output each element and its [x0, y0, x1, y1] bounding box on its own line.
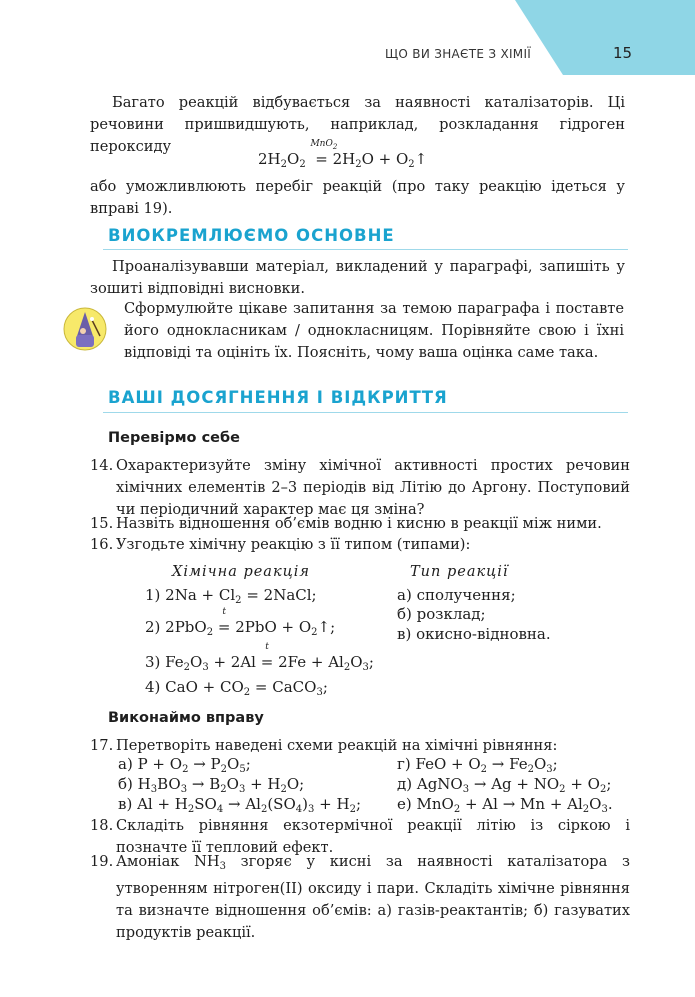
page-corner-accent: [515, 0, 695, 75]
reaction-2: 2) 2PbO$_2$ t = $2PbO + O_2↑$;: [145, 607, 336, 638]
reaction-1: 1) $2Na + Cl_2$ = 2NaCl;: [145, 586, 317, 606]
task-paragraph: Сформулюйте цікаве запитання за темою параграфа і поставте його однокласникам / однокласницям. Порівняйте свою і їхні відповіді та оцініть їх. Поясніть, чому ваша оцінка саме така.: [124, 300, 624, 361]
question-19: 19. Амоніак $NH_3$ згоряє у кисні за наявності каталізатора з утворенням нітроген(II) оксиду і пари. Складіть хімічне рівняння та визначте відношення об’ємів: а) газів-реактантів; б) газуватих продуктів реакції.: [90, 853, 630, 941]
question-15: 15. Назвіть відношення об’ємів водню і кисню в реакції між ними.: [90, 515, 602, 532]
conclusions-text: Проаналізувавши матеріал, викладений у параграфі, запишіть у зошиті відповідні висновки.: [90, 258, 625, 297]
intro-paragraph: Багато реакцій відбувається за наявності каталізаторів. Ці речовини пришвидшують, наприклад, розкладання гідроген пероксиду: [90, 94, 625, 155]
wizard-icon: [62, 306, 108, 352]
section-heading-main: ВИОКРЕМЛЮЄМО ОСНОВНЕ: [108, 226, 395, 245]
scheme-d: д) AgNO$_3$ → $Ag + NO_2 + O_2$;: [397, 775, 612, 795]
reaction-type-b: б) розклад;: [397, 605, 486, 623]
subheading-check: Перевірмо себе: [108, 430, 240, 446]
question-18: 18. Складіть рівняння екзотермічної реакції літію із сіркою і позначте її тепловий ефект.: [90, 817, 630, 856]
section-heading-achievements: ВАШІ ДОСЯГНЕННЯ І ВІДКРИТТЯ: [108, 388, 448, 407]
column-heading-reaction: Хімічна реакція: [172, 564, 310, 580]
scheme-a: а) $P + O_2 \to P_2O_5$;: [118, 755, 251, 775]
question-16: 16. Узгодьте хімічну реакцію з її типом (типами):: [90, 536, 471, 553]
subheading-exercise: Виконаймо вправу: [108, 710, 264, 726]
reaction-type-a: а) сполучення;: [397, 586, 516, 604]
scheme-b: б) $H_3BO_3 \to B_2O_3 + H_2O$;: [118, 775, 305, 795]
reaction-type-c: в) окисно-відновна.: [397, 625, 551, 643]
question-17: 17. Перетворіть наведені схеми реакцій на хімічні рівняння:: [90, 737, 558, 754]
running-title: ЩО ВИ ЗНАЄТЕ З ХІМІЇ: [385, 47, 532, 61]
column-heading-type: Тип реакції: [410, 564, 509, 580]
scheme-e: е) $MnO_2 + Al \to Mn + Al_2O_3$.: [397, 795, 613, 815]
heading-rule: [103, 412, 628, 413]
question-14: 14. Охарактеризуйте зміну хімічної активності простих речовин хімічних елементів 2–3 періодів від Літію до Аргону. Поступовий чи періодичний характер має ця зміна?: [90, 457, 630, 518]
intro-continuation: або уможливлюють перебіг реакцій (про таку реакцію ідеться у вправі 19).: [90, 178, 625, 217]
heading-rule: [103, 249, 628, 250]
scheme-c: в) $Al + H_2SO_4 \to Al_2(SO_4)_3 + H_2$;: [118, 795, 361, 815]
reaction-4: 4) CaO + $CO_2$ = CaCO$_3$;: [145, 678, 328, 698]
peroxide-equation: $2H_2O_2$ MnO$_2$ = $2H_2O$ + $O_2↑$: [258, 139, 428, 170]
reaction-3: 3) $Fe_2O_3 + 2Al$ t = $2Fe + Al_2O_3$;: [145, 642, 374, 673]
page-number: 15: [613, 44, 633, 62]
scheme-g: г) FeO + $O_2 \to Fe_2O_3$;: [397, 755, 558, 775]
